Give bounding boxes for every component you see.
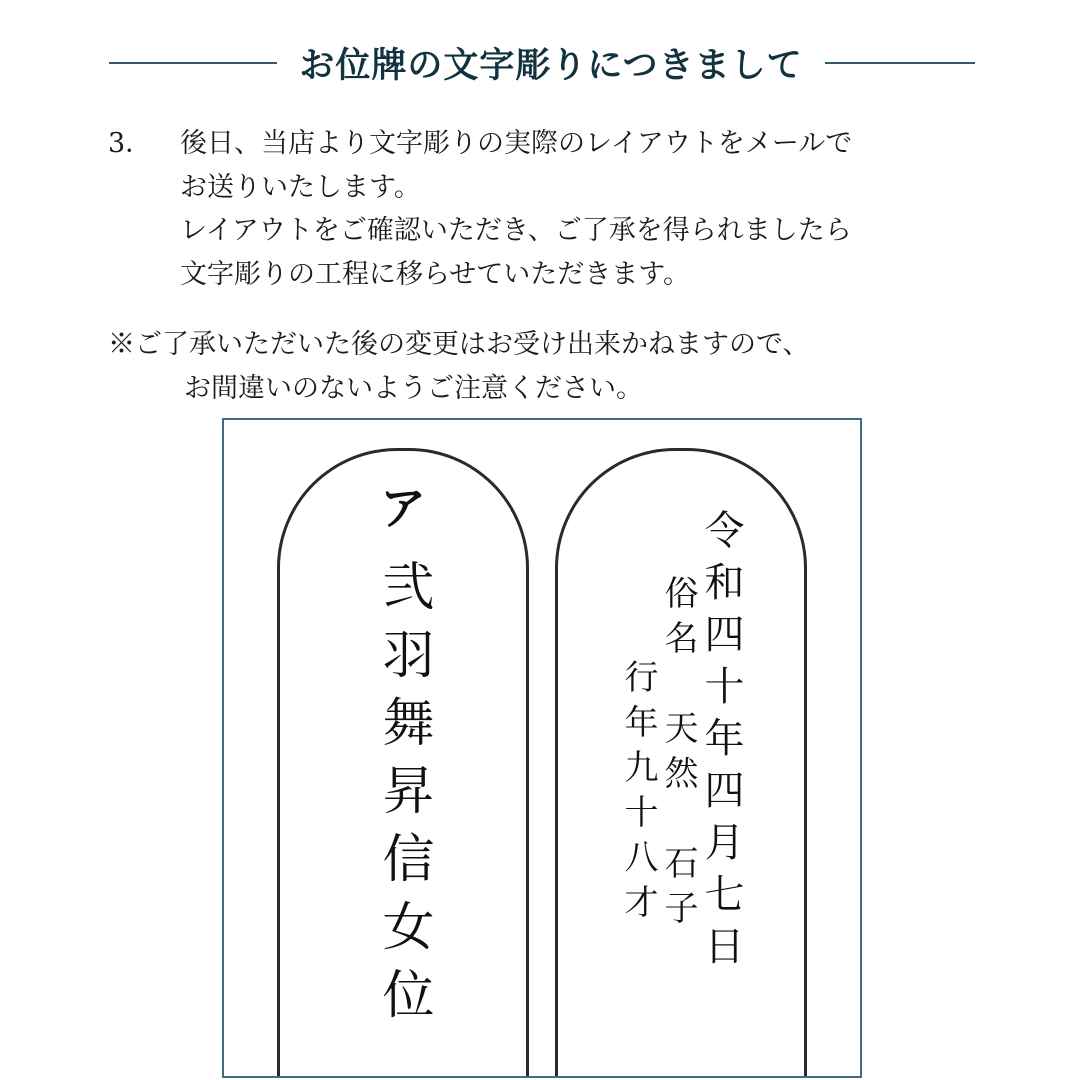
- right-tablet-columns: [558, 451, 804, 1076]
- note-line-1: ※ご了承いただいた後の変更はお受け出来かねますので、: [108, 328, 810, 360]
- page-header: [0, 0, 1080, 88]
- header-rule-left: [109, 62, 277, 64]
- numbered-item: [108, 122, 1020, 297]
- header-rule-right: [825, 62, 975, 64]
- secular-name-text: 俗名 天然 石子: [658, 575, 698, 935]
- age-text: 行年九十八才: [618, 659, 658, 929]
- body-text: [0, 122, 1080, 410]
- caution-note: [108, 323, 1020, 410]
- death-date-text: 令和四十年四月七日: [698, 509, 744, 977]
- memorial-tablet-left: [277, 448, 529, 1076]
- tablet-pair: [224, 420, 860, 1076]
- item-body: [180, 122, 1020, 297]
- paragraph-line: 後日、当店より文字彫りの実際のレイアウトをメールで: [180, 128, 853, 159]
- paragraph-line: レイアウトをご確認いただき、ご了承を得られましたら: [180, 215, 852, 247]
- left-tablet-columns: [280, 451, 526, 1076]
- posthumous-name-text: 弐羽舞昇信女位: [373, 559, 433, 1035]
- note-line-2: お間違いのないようご注意ください。: [184, 372, 643, 404]
- illustration-frame: [222, 418, 862, 1078]
- page-title: お位牌の文字彫りにつきまして: [299, 45, 803, 86]
- memorial-tablet-right: [555, 448, 807, 1076]
- sanskrit-seed-syllable-icon: ア: [380, 481, 426, 535]
- paragraph-line: お送りいたします。: [180, 171, 421, 203]
- paragraph-line: 文字彫りの工程に移らせていただきます。: [180, 259, 691, 291]
- item-number: 3．: [108, 128, 153, 159]
